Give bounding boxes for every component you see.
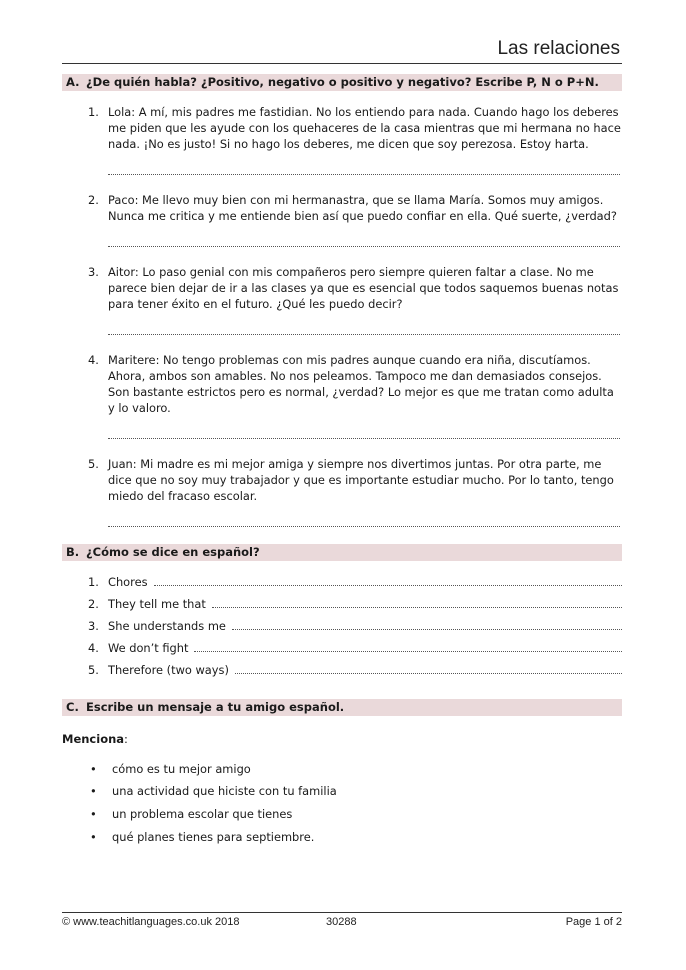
vocab-label: She understands me bbox=[108, 619, 226, 633]
subheading bbox=[62, 732, 128, 746]
vocab-label: They tell me that bbox=[108, 597, 206, 611]
answer-line[interactable] bbox=[108, 526, 620, 527]
vocab-answer-line[interactable] bbox=[194, 640, 622, 652]
bullet-text: un problema escolar que tienes bbox=[112, 807, 293, 821]
answer-line[interactable] bbox=[108, 246, 620, 247]
section-c-title: Escribe un mensaje a tu amigo español. bbox=[86, 700, 345, 714]
section-a-letter: A. bbox=[66, 75, 80, 89]
section-b-header bbox=[62, 544, 622, 561]
question-text: Maritere: No tengo problemas con mis padres aunque cuando era niña, discutíamos. Ahora, ambos son amables. No nos peleamos. Tampoco me dan demasiados consejos. Son bastante estrictos pero es normal, ¿verdad? Lo mejor es que me tratan como adulta y lo valoro. bbox=[108, 353, 614, 415]
question-number: 4. bbox=[88, 353, 99, 367]
bullet-dot: • bbox=[90, 784, 97, 798]
footer-copyright: © www.teachitlanguages.co.uk 2018 bbox=[62, 916, 240, 928]
vocab-item-5 bbox=[88, 662, 622, 678]
question-3 bbox=[88, 264, 622, 312]
question-4 bbox=[88, 352, 622, 416]
footer-page-number: Page 1 of 2 bbox=[565, 916, 622, 928]
vocab-label: Therefore (two ways) bbox=[108, 663, 229, 677]
bullet-item bbox=[90, 783, 337, 799]
bullet-dot: • bbox=[90, 762, 97, 776]
vocab-label: Chores bbox=[108, 575, 148, 589]
vocab-item-2 bbox=[88, 596, 622, 612]
vocab-item-1 bbox=[88, 574, 622, 590]
bullet-dot: • bbox=[90, 807, 97, 821]
section-a-header bbox=[62, 74, 622, 91]
vocab-number: 3. bbox=[88, 619, 99, 633]
section-c-letter: C. bbox=[66, 700, 79, 714]
page-title: Las relaciones bbox=[497, 38, 620, 59]
vocab-answer-line[interactable] bbox=[212, 596, 622, 608]
answer-line[interactable] bbox=[108, 438, 620, 439]
vocab-number: 1. bbox=[88, 575, 99, 589]
bullet-item bbox=[90, 829, 314, 845]
answer-line[interactable] bbox=[108, 334, 620, 335]
vocab-item-3 bbox=[88, 618, 622, 634]
vocab-answer-line[interactable] bbox=[232, 618, 622, 630]
answer-line[interactable] bbox=[108, 174, 620, 175]
section-b-title: ¿Cómo se dice en español? bbox=[86, 545, 260, 559]
vocab-answer-line[interactable] bbox=[235, 662, 622, 674]
title-rule bbox=[62, 63, 622, 64]
question-number: 5. bbox=[88, 457, 99, 471]
question-text: Lola: A mí, mis padres me fastidian. No los entiendo para nada. Cuando hago los deberes me piden que les ayude con los quehaceres de la casa mientras que mi hermana no hace nada. ¡No es justo! Si no hago los deberes, me dicen que soy perezosa. Estoy harta. bbox=[108, 105, 621, 151]
footer-code: 30288 bbox=[326, 916, 357, 928]
bullet-item bbox=[90, 761, 251, 777]
question-text: Aitor: Lo paso genial con mis compañeros pero siempre quieren faltar a clase. No me parece bien dejar de ir a las clases ya que es esencial que todos saquemos buenas notas para tener éxito en el futuro. ¿Qué les puedo decir? bbox=[108, 265, 619, 311]
question-number: 2. bbox=[88, 193, 99, 207]
question-number: 3. bbox=[88, 265, 99, 279]
section-b-letter: B. bbox=[66, 545, 80, 559]
question-5 bbox=[88, 456, 622, 504]
question-number: 1. bbox=[88, 105, 99, 119]
bullet-text: una actividad que hiciste con tu familia bbox=[112, 784, 337, 798]
question-text: Paco: Me llevo muy bien con mi hermanastra, que se llama María. Somos muy amigos. Nunca me critica y me entiende bien así que puedo confiar en ella. Qué suerte, ¿verdad? bbox=[108, 193, 617, 223]
section-a-title: ¿De quién habla? ¿Positivo, negativo o positivo y negativo? Escribe P, N o P+N. bbox=[86, 75, 599, 89]
bullet-item bbox=[90, 806, 292, 822]
footer-rule bbox=[62, 912, 622, 913]
question-1 bbox=[88, 104, 622, 152]
section-c-header bbox=[62, 699, 622, 716]
subheading-text: Menciona bbox=[62, 732, 125, 746]
question-2 bbox=[88, 192, 622, 224]
bullet-text: qué planes tienes para septiembre. bbox=[112, 830, 315, 844]
vocab-label: We don’t fight bbox=[108, 641, 189, 655]
bullet-dot: • bbox=[90, 830, 97, 844]
question-text: Juan: Mi madre es mi mejor amiga y siempre nos divertimos juntas. Por otra parte, me dice que no soy muy trabajador y que es importante estudiar mucho. Por lo tanto, tengo miedo del fracaso escolar. bbox=[108, 457, 614, 503]
vocab-number: 4. bbox=[88, 641, 99, 655]
vocab-item-4 bbox=[88, 640, 622, 656]
subheading-colon: : bbox=[124, 732, 128, 746]
vocab-answer-line[interactable] bbox=[154, 574, 622, 586]
vocab-number: 2. bbox=[88, 597, 99, 611]
vocab-number: 5. bbox=[88, 663, 99, 677]
bullet-text: cómo es tu mejor amigo bbox=[112, 762, 251, 776]
